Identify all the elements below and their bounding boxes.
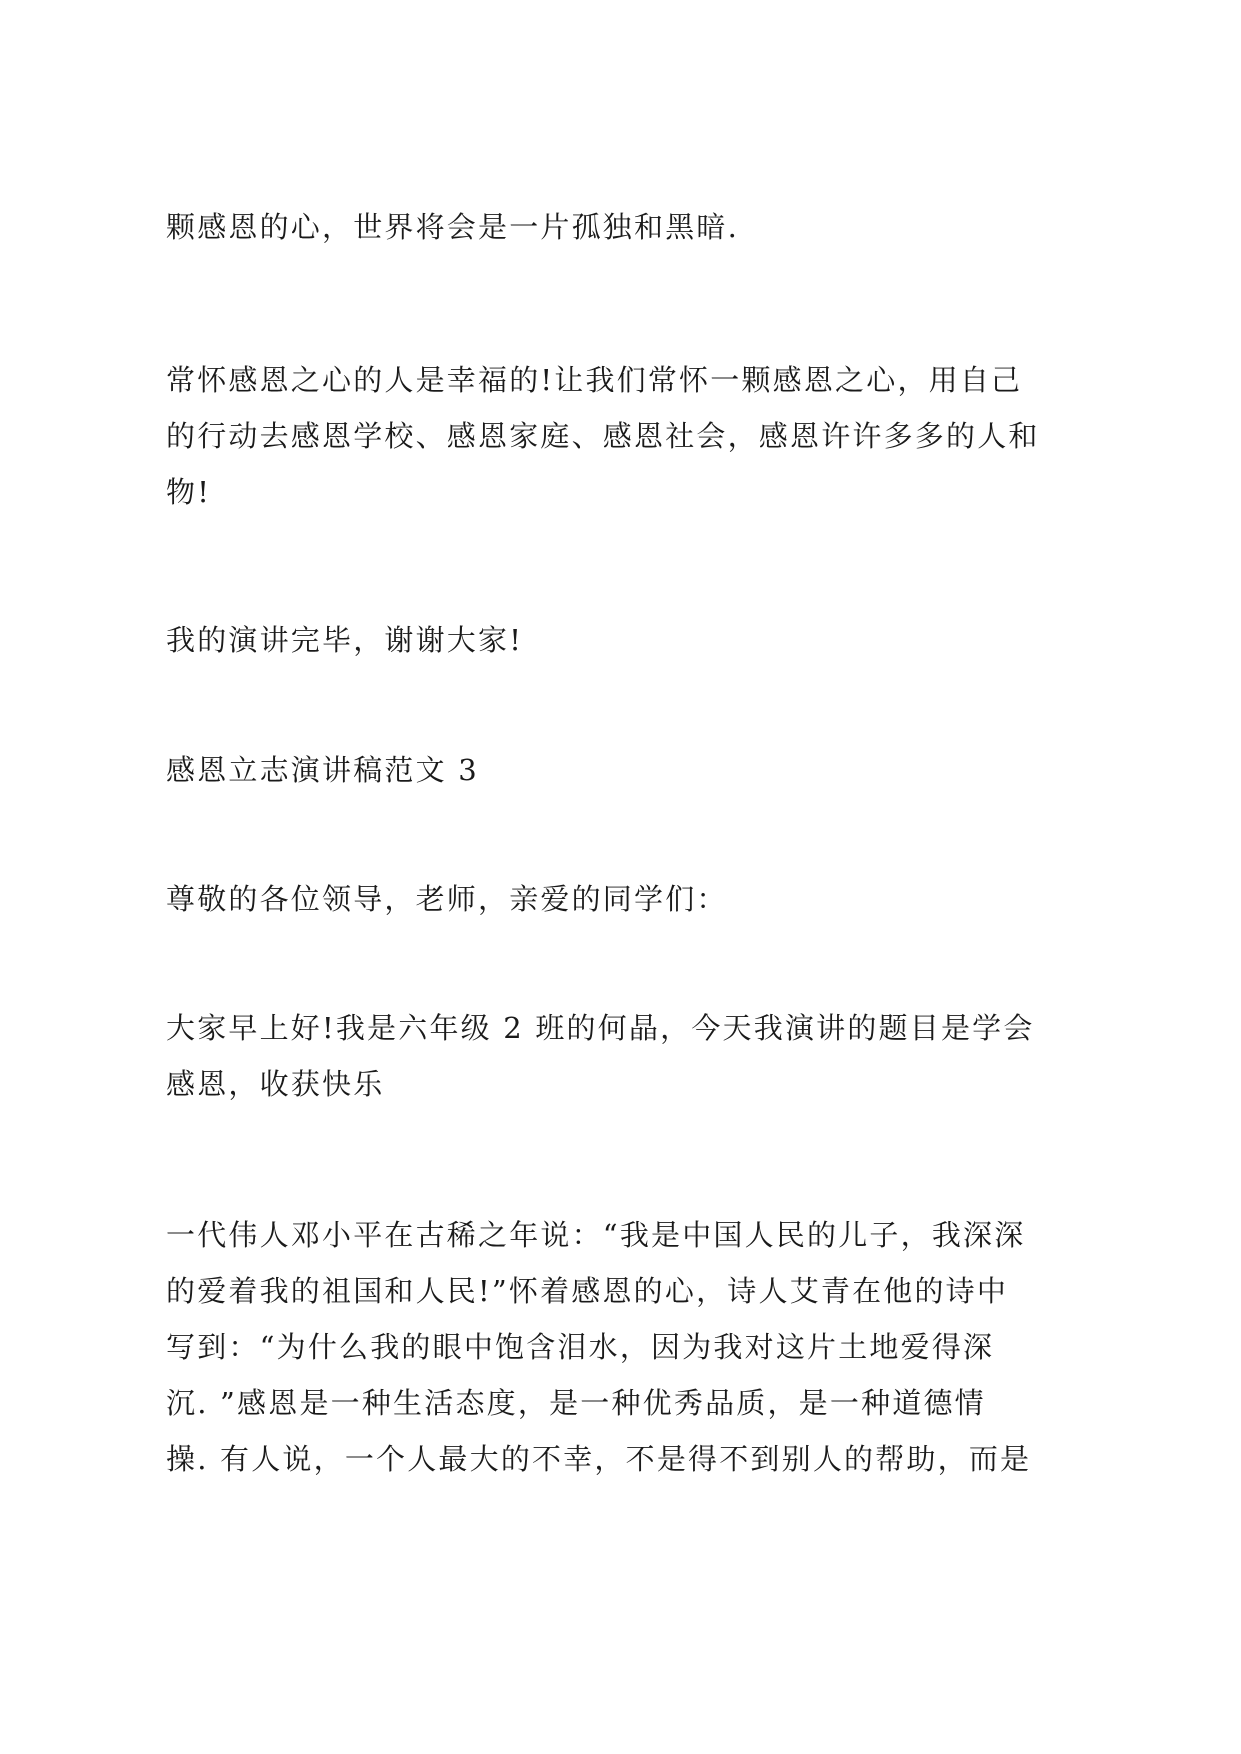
text-line: 物!	[166, 475, 212, 509]
text-line: 感恩立志演讲稿范文 3	[166, 753, 479, 787]
text-line: 感恩，收获快乐	[166, 1067, 385, 1101]
text-line: 常怀感恩之心的人是幸福的!让我们常怀一颗感恩之心，用自己	[166, 363, 1023, 397]
text-line: 的爱着我的祖国和人民!”怀着感恩的心，诗人艾青在他的诗中	[166, 1274, 1009, 1308]
text-line: 我的演讲完毕，谢谢大家!	[166, 623, 524, 657]
text-line: 写到：“为什么我的眼中饱含泪水，因为我对这片土地爱得深	[166, 1330, 995, 1364]
section-heading	[166, 742, 1096, 798]
text-line: 一代伟人邓小平在古稀之年说：“我是中国人民的儿子，我深深	[166, 1218, 1026, 1252]
paragraph-2	[166, 352, 1096, 520]
text-line: 沉. ”感恩是一种生活态度，是一种优秀品质，是一种道德情	[166, 1386, 986, 1420]
text-line: 尊敬的各位领导，老师，亲爱的同学们：	[166, 882, 728, 916]
paragraph-greeting	[166, 1000, 1096, 1112]
paragraph-3	[166, 612, 1096, 668]
paragraph-1	[166, 199, 1096, 255]
paragraph-body	[166, 1207, 1096, 1487]
salutation	[166, 871, 1096, 927]
text-line: 的行动去感恩学校、感恩家庭、感恩社会，感恩许许多多的人和	[166, 419, 1040, 453]
text-line: 大家早上好!我是六年级 2 班的何晶，今天我演讲的题目是学会	[166, 1011, 1035, 1045]
text-line: 操. 有人说，一个人最大的不幸，不是得不到别人的帮助，而是	[166, 1442, 1032, 1476]
text-line: 颗感恩的心，世界将会是一片孤独和黑暗.	[166, 210, 740, 244]
